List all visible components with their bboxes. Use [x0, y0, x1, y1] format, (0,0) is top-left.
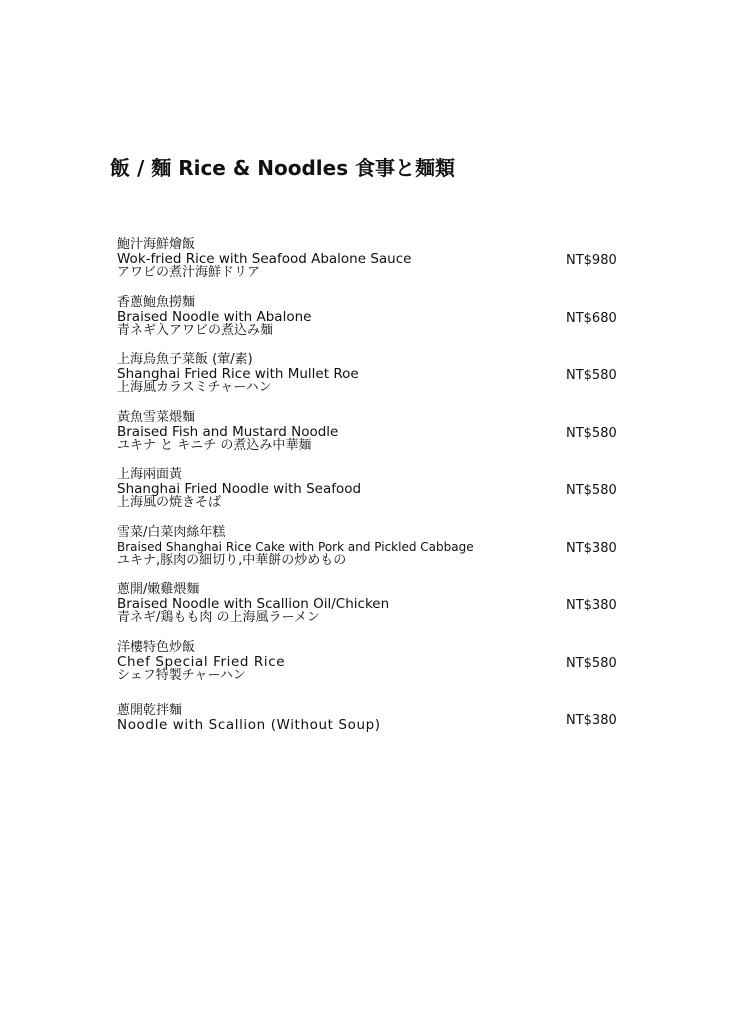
item-name-japanese: シェフ特製チャーハン: [117, 667, 246, 683]
item-name-chinese: 上海烏魚子菜飯 (葷/素): [117, 352, 253, 367]
item-name-chinese: 雪菜/白菜肉絲年糕: [117, 524, 226, 540]
item-names: [117, 526, 557, 568]
item-name-english: Wok-fried Rice with Seafood Abalone Sauce: [117, 251, 412, 267]
item-price: NT$380: [566, 598, 617, 613]
item-name-japanese: 上海風の焼きそば: [117, 495, 222, 510]
item-name-japanese: 青ネギ入アワビの煮込み麺: [117, 322, 274, 338]
item-price: NT$380: [566, 713, 617, 728]
item-name-english: Noodle with Scallion (Without Soup): [117, 717, 381, 733]
menu-item: [117, 698, 617, 756]
item-name-english: Shanghai Fried Noodle with Seafood: [117, 481, 362, 497]
item-name-english: Braised Noodle with Abalone: [117, 308, 312, 325]
menu-item: [117, 353, 617, 411]
item-names: [117, 583, 557, 625]
item-names: [117, 641, 557, 683]
item-name-japanese: 青ネギ/鶏もも肉 の上海風ラーメン: [117, 610, 320, 625]
item-name-english: Braised Shanghai Rice Cake with Pork and Pickled Cabbage: [117, 539, 474, 554]
item-names: [117, 238, 557, 280]
item-name-japanese: ユキナ と キニチ の煮込み中華麺: [117, 437, 312, 453]
item-name-chinese: 黃魚雪菜煨麵: [117, 409, 196, 425]
menu-item: [117, 296, 617, 354]
item-name-chinese: 洋樓特色炒飯: [117, 639, 196, 655]
item-name-japanese: ユキナ,豚肉の細切り,中華餅の炒めもの: [117, 552, 347, 568]
menu-item: [117, 238, 617, 296]
item-price: NT$380: [566, 540, 617, 556]
item-price: NT$680: [566, 310, 617, 326]
item-price: NT$580: [566, 368, 617, 383]
item-name-english: Chef Special Fried Rice: [117, 653, 286, 670]
item-price: NT$580: [566, 655, 617, 671]
menu-item: [117, 526, 617, 584]
item-names: [117, 411, 557, 453]
item-price: NT$580: [566, 425, 617, 441]
item-name-chinese: 上海兩面黃: [117, 467, 183, 482]
menu-list: [117, 238, 617, 756]
item-name-chinese: 香蔥鮑魚撈麵: [117, 294, 196, 310]
item-names: [117, 296, 557, 338]
item-price: NT$980: [566, 253, 617, 268]
item-names: [117, 468, 557, 510]
item-price: NT$580: [566, 483, 617, 498]
item-name-english: Braised Noodle with Scallion Oil/Chicken: [117, 596, 390, 612]
menu-item: [117, 583, 617, 641]
item-name-chinese: 鮑汁海鮮燴飯: [117, 237, 196, 252]
page-title: 飯 / 麵 Rice & Noodles 食事と麺類: [110, 156, 456, 180]
item-name-japanese: アワビの煮汁海鮮ドリア: [117, 265, 261, 280]
item-name-english: Braised Fish and Mustard Noodle: [117, 423, 339, 440]
menu-item: [117, 411, 617, 469]
item-name-japanese: 上海風カラスミチャーハン: [117, 380, 272, 395]
menu-item: [117, 641, 617, 699]
item-name-chinese: 蔥開/嫩雞煨麵: [117, 582, 200, 597]
item-names: [117, 353, 557, 395]
item-names: [117, 704, 557, 732]
menu-item: [117, 468, 617, 526]
item-name-english: Shanghai Fried Rice with Mullet Roe: [117, 366, 359, 382]
item-name-chinese: 蔥開乾拌麵: [117, 703, 183, 718]
